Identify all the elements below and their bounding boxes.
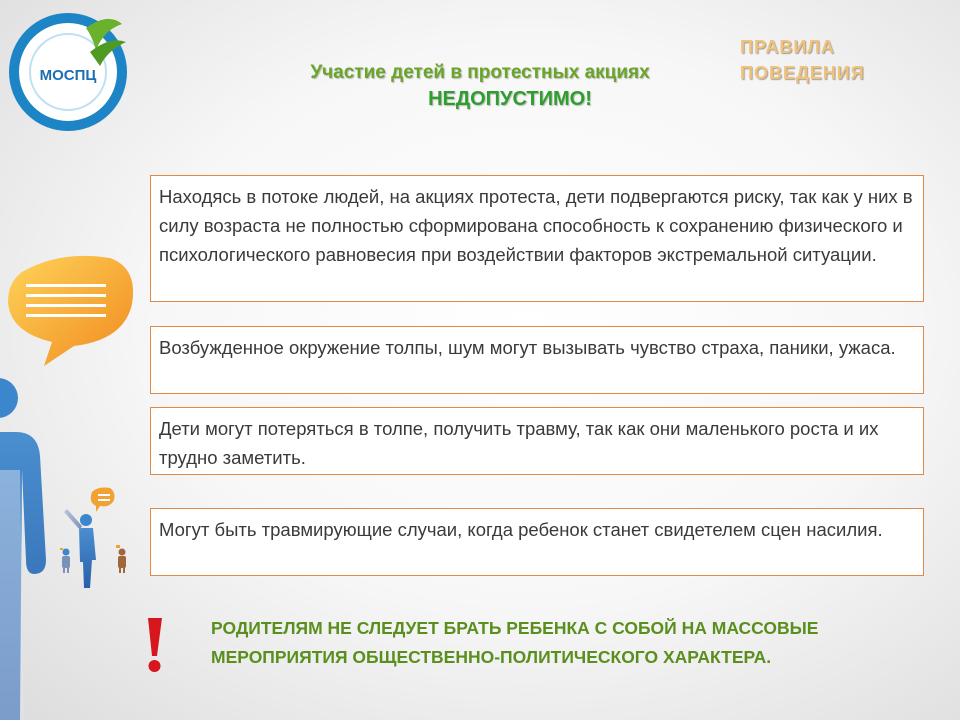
page-title bbox=[250, 60, 710, 112]
logo-text: МОСПЦ bbox=[39, 67, 97, 84]
title-line-2: НЕДОПУСТИМО! bbox=[428, 88, 592, 110]
rules-line-1: ПРАВИЛА bbox=[740, 37, 835, 57]
small-person-icon bbox=[64, 488, 115, 589]
logo-icon bbox=[8, 8, 132, 132]
speech-bubble-icon bbox=[8, 256, 133, 366]
info-box-1: Находясь в потоке людей, на акциях протеста, дети подвергаются риску, так как у них в силу возраста не полностью сформирована способность к сохранению физического и психологического равновесия при воздействии факторов экстремальной ситуации. bbox=[150, 175, 924, 302]
info-box-3: Дети могут потеряться в толпе, получить травму, так как они маленького роста и их трудно заметить. bbox=[150, 407, 924, 475]
tiny-person-left-icon bbox=[60, 548, 70, 573]
info-box-2: Возбужденное окружение толпы, шум могут вызывать чувство страха, паники, ужаса. bbox=[150, 326, 924, 394]
warning-text: РОДИТЕЛЯМ НЕ СЛЕДУЕТ БРАТЬ РЕБЕНКА С СОБОЙ НА МАССОВЫЕ МЕРОПРИЯТИЯ ОБЩЕСТВЕННО-ПОЛИТИЧЕСКОГО ХАРАКТЕРА. bbox=[211, 618, 819, 667]
large-person-icon bbox=[0, 378, 46, 720]
title-line-1: Участие детей в протестных акциях bbox=[310, 62, 650, 83]
info-box-4: Могут быть травмирующие случаи, когда ребенок станет свидетелем сцен насилия. bbox=[150, 508, 924, 576]
exclamation-icon bbox=[140, 616, 176, 674]
tiny-person-right-icon bbox=[116, 545, 126, 573]
rules-line-2: ПОВЕДЕНИЯ bbox=[740, 63, 865, 83]
rules-label bbox=[740, 34, 865, 86]
